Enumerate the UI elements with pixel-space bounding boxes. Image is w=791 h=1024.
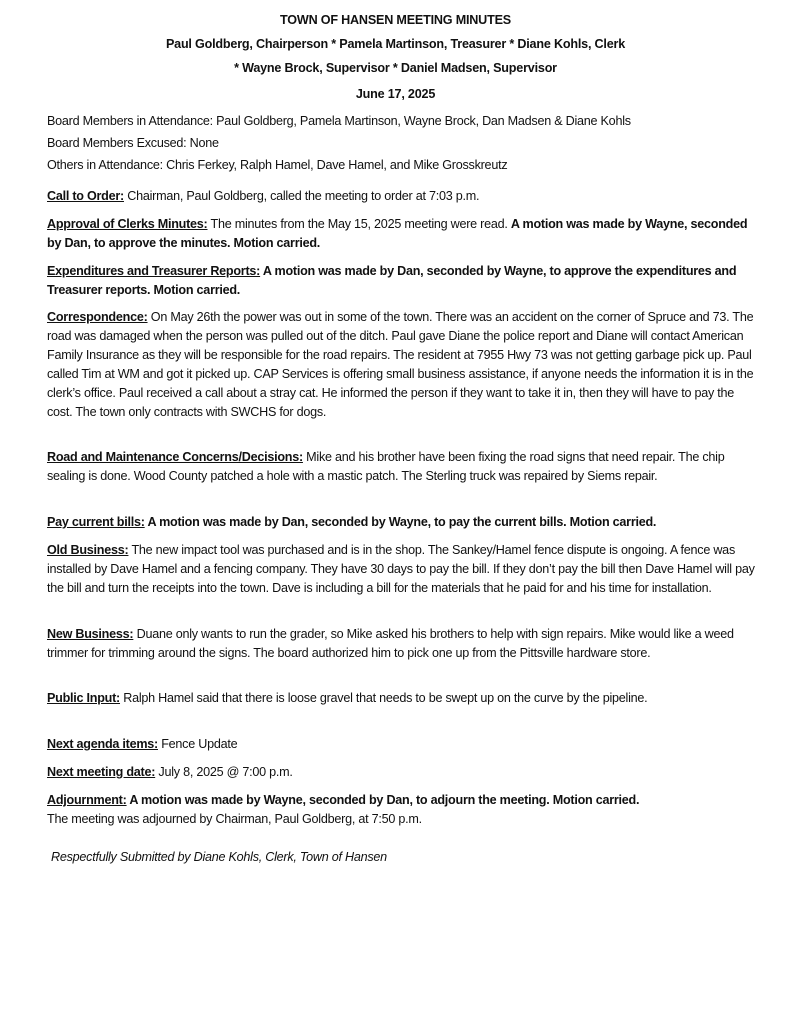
section-label: Approval of Clerks Minutes: [47, 217, 208, 231]
section-text: Chairman, Paul Goldberg, called the meeting to order at 7:03 p.m. [123, 189, 480, 203]
section-text: The minutes from the May 15, 2025 meeting were read. [207, 217, 511, 231]
attendance-present: Board Members in Attendance: Paul Goldberg, Pamela Martinson, Wayne Brock, Dan Madsen & Diane Kohls [47, 114, 631, 128]
section-text: July 8, 2025 @ 7:00 p.m. [155, 765, 293, 779]
section-text: Fence Update [157, 737, 238, 751]
meeting-date: June 17, 2025 [355, 87, 436, 101]
section-next-meeting [47, 763, 759, 782]
section-adjournment [47, 791, 759, 829]
section-road-maintenance [47, 448, 759, 486]
section-text: The new impact tool was purchased and is in the shop. The Sankey/Hamel fence dispute is ongoing. A fence was installed by Dave Hamel and a fencing company. They have 30 days to pay the bill. If they don’t pay the bill then Dave Hamel will pay the bill and turn the receipts into the town. Dave is including a bill for the materials that he paid for and his time for installation. [47, 543, 755, 595]
section-label: Call to Order: [47, 189, 124, 203]
section-old-business [47, 541, 759, 598]
officers-line-2: * Wayne Brock, Supervisor * Daniel Madsen, Supervisor [234, 61, 557, 75]
section-text: The meeting was adjourned by Chairman, Paul Goldberg, at 7:50 p.m. [47, 812, 422, 826]
section-label: Road and Maintenance Concerns/Decisions: [47, 450, 303, 464]
signature-line: Respectfully Submitted by Diane Kohls, Clerk, Town of Hansen [51, 850, 387, 864]
section-label: Adjournment: [47, 793, 127, 807]
section-label: Next meeting date: [47, 765, 156, 779]
section-label: Pay current bills: [47, 515, 145, 529]
section-text: Ralph Hamel said that there is loose gravel that needs to be swept up on the curve by the pipeline. [120, 691, 648, 705]
section-new-business [47, 625, 759, 663]
section-next-agenda [47, 735, 759, 754]
section-label: Expenditures and Treasurer Reports: [47, 264, 261, 278]
section-correspondence [47, 308, 759, 422]
section-text: On May 26th the power was out in some of the town. There was an accident on the corner of Spruce and 73. The road was damaged when the person was pulled out of the ditch. Paul gave Diane the police report and Diane will contact American Family Insurance as they will be responsible for the road repairs. The resident at 7955 Hwy 73 was not getting garbage pick up. Paul called Tim at WM and got it picked up. CAP Services is offering small business assistance, if anyone needs the information it is in the clerk’s office. Paul received a call about a stray cat. He informed the person if they want to take it in, then they will have to pay the cost. The town only contracts with SWCHS for dogs. [47, 310, 754, 419]
section-label: New Business: [47, 627, 134, 641]
section-text: Mike and his brother have been fixing the road signs that need repair. The chip sealing is done. Wood County patched a hole with a mastic patch. The Sterling truck was repaired by Siems repair. [47, 450, 725, 483]
motion-text: A motion was made by Dan, seconded by Wayne, to approve the expenditures and Treasurer reports. Motion carried. [47, 264, 737, 297]
document-title: TOWN OF HANSEN MEETING MINUTES [280, 13, 511, 27]
section-label: Next agenda items: [47, 737, 158, 751]
section-call-to-order [47, 187, 759, 206]
section-label: Correspondence: [47, 310, 148, 324]
section-text: Duane only wants to run the grader, so Mike asked his brothers to help with sign repairs. Mike would like a weed trimmer for trimming around the signs. The board authorized him to pick one up from the Pittsville hardware store. [47, 627, 734, 660]
section-label: Old Business: [47, 543, 129, 557]
section-label: Public Input: [47, 691, 121, 705]
motion-text: A motion was made by Wayne, seconded by Dan, to approve the minutes. Motion carried. [47, 217, 748, 250]
section-public-input [47, 689, 759, 708]
attendance-excused: Board Members Excused: None [47, 136, 219, 150]
section-expenditures [47, 262, 759, 300]
section-pay-bills [47, 513, 759, 532]
section-approval [47, 215, 759, 253]
officers-line-1: Paul Goldberg, Chairperson * Pamela Martinson, Treasurer * Diane Kohls, Clerk [165, 37, 626, 51]
motion-text: A motion was made by Wayne, seconded by Dan, to adjourn the meeting. Motion carried. [126, 793, 640, 807]
attendance-others: Others in Attendance: Chris Ferkey, Ralph Hamel, Dave Hamel, and Mike Grosskreutz [47, 158, 508, 172]
motion-text: A motion was made by Dan, seconded by Wayne, to pay the current bills. Motion carried. [144, 515, 657, 529]
